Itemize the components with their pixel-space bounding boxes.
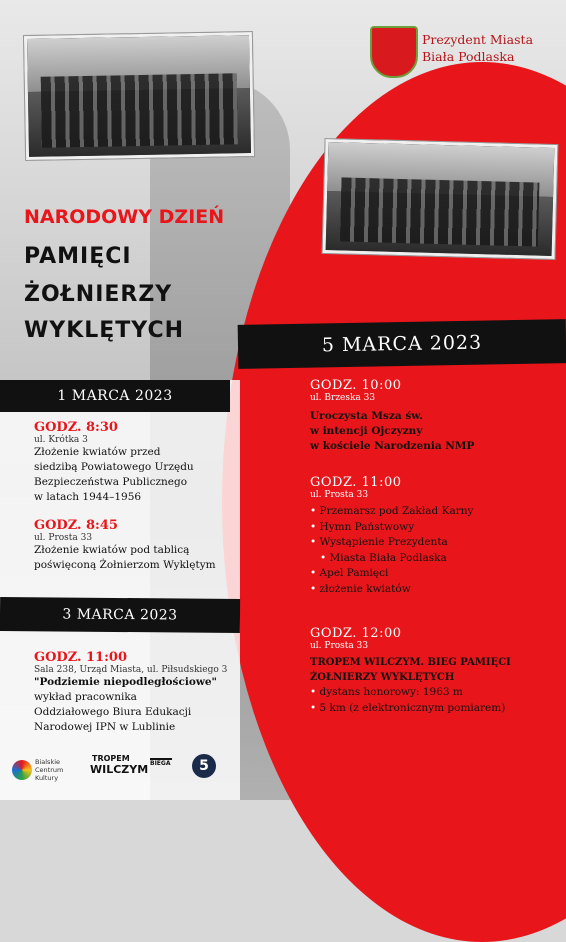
- title-line2: ŻOŁNIERZY: [24, 282, 173, 307]
- event-time: GODZ. 8:45: [34, 518, 118, 533]
- organizer: [422, 31, 533, 65]
- historic-photo-2: [323, 139, 558, 259]
- title-red: NARODOWY DZIEŃ: [24, 206, 225, 228]
- event-desc-line: Narodowej IPN w Lublinie: [34, 721, 176, 733]
- event-desc-line: w kościele Narodzenia NMP: [310, 440, 475, 452]
- date-band-1-march: [0, 380, 230, 412]
- event-place: ul. Prosta 33: [310, 641, 369, 651]
- event-5-march-b: [310, 475, 555, 597]
- bullet-item: • złożenie kwiatów: [310, 582, 555, 598]
- date-5-march: 5 MARCA 2023: [321, 331, 483, 357]
- event-1-march-a: [34, 420, 239, 505]
- event-place: ul. Brzeska 33: [310, 393, 376, 403]
- tropem-logo-line1: TROPEM: [92, 754, 130, 763]
- event-desc-line: Złożenie kwiatów przed: [34, 446, 161, 458]
- event-time: GODZ. 11:00: [310, 475, 402, 490]
- event-place: Sala 238, Urząd Miasta, ul. Piłsudskiego 3: [34, 665, 228, 675]
- event-head-line: ŻOŁNIERZY WYKLĘTYCH: [310, 672, 455, 683]
- biega-logo: BIEGA: [150, 758, 172, 780]
- event-5-march-a: [310, 378, 550, 454]
- event-time: GODZ. 8:30: [34, 420, 118, 435]
- event-desc-line: Uroczysta Msza św.: [310, 410, 423, 422]
- event-desc-line: w latach 1944–1956: [34, 491, 142, 503]
- bullet-item-cont: • Miasta Biała Podlaska: [310, 551, 555, 567]
- organizer-line2: Biała Podlaska: [422, 49, 515, 64]
- event-time: GODZ. 11:00: [34, 650, 127, 665]
- event-3-march: [34, 650, 239, 735]
- bullet-item: • dystans honorowy: 1963 m: [310, 685, 560, 701]
- event-desc-line: Bezpieczeństwa Publicznego: [34, 476, 188, 488]
- bullet-item: • Przemarsz pod Zakład Karny: [310, 504, 555, 520]
- date-3-march: 3 MARCA 2023: [62, 606, 178, 624]
- sponsor-logos: [0, 748, 240, 800]
- event-place: ul. Krótka 3: [34, 435, 88, 445]
- event-place: ul. Prosta 33: [310, 490, 369, 500]
- bullet-item: • Wystąpienie Prezydenta: [310, 535, 555, 551]
- event-5-march-c: [310, 626, 560, 716]
- tropem-logo-line2: WILCZYM: [90, 763, 149, 776]
- event-1-march-b: [34, 518, 239, 573]
- event-place: ul. Prosta 33: [34, 533, 93, 543]
- event-desc-line: siedzibą Powiatowego Urzędu: [34, 461, 194, 473]
- event-quote: "Podziemie niepodległościowe": [34, 676, 218, 688]
- bullet-item: • 5 km (z elektronicznym pomiarem): [310, 701, 560, 717]
- bck-logo-icon: [12, 760, 32, 780]
- event-desc-line: Oddziałowego Biura Edukacji: [34, 706, 192, 718]
- bullet-item: • Hymn Państwowy: [310, 520, 555, 536]
- bck-logo-text: Bialskie Centrum Kultury: [35, 758, 64, 782]
- historic-photo-1: [24, 32, 254, 160]
- five-logo: 5: [192, 754, 216, 778]
- event-time: GODZ. 10:00: [310, 378, 402, 393]
- event-desc-line: wykład pracownika: [34, 691, 137, 703]
- city-crest-icon: [370, 26, 418, 78]
- title-line1: PAMIĘCI: [24, 244, 132, 269]
- date-band-5-march: [238, 319, 566, 369]
- date-1-march: 1 MARCA 2023: [57, 388, 173, 404]
- date-band-3-march: [0, 597, 240, 633]
- event-head-line: TROPEM WILCZYM. BIEG PAMIĘCI: [310, 657, 511, 668]
- event-desc-line: poświęconą Żołnierzom Wyklętym: [34, 559, 216, 571]
- event-desc-line: Złożenie kwiatów pod tablicą: [34, 544, 190, 556]
- title-line3: WYKLĘTYCH: [24, 318, 185, 343]
- bullet-item: • Apel Pamięci: [310, 566, 555, 582]
- event-desc-line: w intencji Ojczyzny: [310, 425, 423, 437]
- organizer-line1: Prezydent Miasta: [422, 32, 534, 47]
- event-time: GODZ. 12:00: [310, 626, 402, 641]
